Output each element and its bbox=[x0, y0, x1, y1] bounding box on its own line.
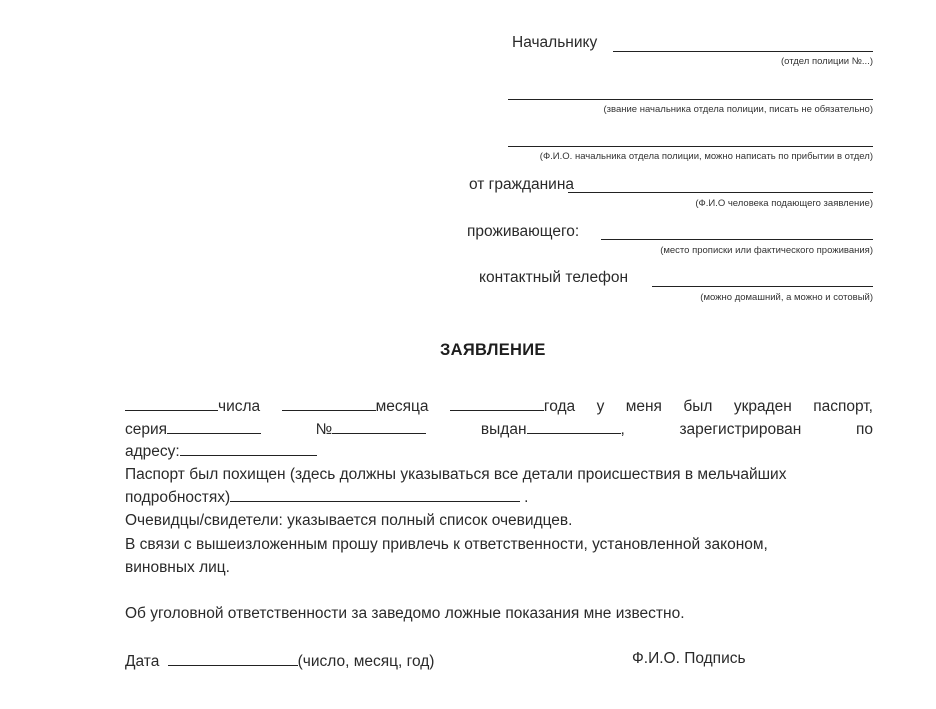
residing-hint: (место прописки или фактического проживания) bbox=[660, 245, 873, 256]
signature-label: Ф.И.О. Подпись bbox=[632, 650, 746, 667]
phone-hint: (можно домашний, а можно и сотовый) bbox=[700, 292, 873, 303]
word: меня bbox=[625, 398, 662, 415]
date-field bbox=[125, 650, 434, 671]
date-part-month: месяца bbox=[282, 395, 429, 418]
word: паспорт, bbox=[813, 398, 873, 415]
body-line-6: Очевидцы/свидетели: указывается полный список очевидцев. bbox=[125, 512, 573, 529]
body-line-3: адресу: bbox=[125, 440, 873, 462]
number-field: № bbox=[316, 418, 427, 441]
date-label: Дата bbox=[125, 653, 160, 670]
citizen-line bbox=[568, 192, 873, 193]
residing-line bbox=[601, 239, 873, 240]
date-line bbox=[168, 650, 298, 666]
chief-line bbox=[613, 51, 873, 52]
citizen-hint: (Ф.И.О человека подающего заявление) bbox=[695, 198, 873, 209]
chief-hint: (отдел полиции №...) bbox=[780, 56, 873, 67]
date-part-year: года bbox=[450, 395, 575, 418]
phone-label: контактный телефон bbox=[479, 269, 629, 286]
body-line-1 bbox=[125, 395, 873, 417]
body-line-4: Паспорт был похищен (здесь должны указываться все детали происшествия в мельчайших bbox=[125, 466, 787, 483]
residing-label: проживающего: bbox=[467, 223, 580, 240]
body-line-7: В связи с вышеизложенным прошу привлечь к ответственности, установленной законом, bbox=[125, 536, 768, 553]
chief-label: Начальнику bbox=[512, 34, 598, 51]
document-title: ЗАЯВЛЕНИЕ bbox=[440, 341, 546, 359]
registered-label: зарегистрирован bbox=[679, 421, 802, 438]
rank-hint: (звание начальника отдела полиции, писать не обязательно) bbox=[603, 104, 873, 115]
rank-line bbox=[508, 99, 873, 100]
fio-line bbox=[508, 146, 873, 147]
word: был bbox=[683, 398, 713, 415]
citizen-label: от гражданина bbox=[469, 176, 575, 193]
issued-field: выдан , bbox=[481, 418, 625, 441]
fio-hint: (Ф.И.О. начальника отдела полиции, можно написать по прибытии в отдел) bbox=[539, 151, 873, 162]
body-line-2 bbox=[125, 418, 873, 440]
date-hint: (число, месяц, год) bbox=[297, 653, 435, 670]
phone-line bbox=[652, 286, 873, 287]
series-field: серия bbox=[125, 418, 261, 441]
body-line-5: подробностях) . bbox=[125, 486, 873, 508]
body-line-9: Об уголовной ответственности за заведомо ложные показания мне известно. bbox=[125, 605, 685, 622]
body-line-8: виновных лиц. bbox=[125, 559, 230, 576]
word: у bbox=[596, 398, 605, 415]
date-part-day: числа bbox=[125, 395, 260, 418]
word: по bbox=[855, 421, 873, 438]
word: украден bbox=[733, 398, 792, 415]
